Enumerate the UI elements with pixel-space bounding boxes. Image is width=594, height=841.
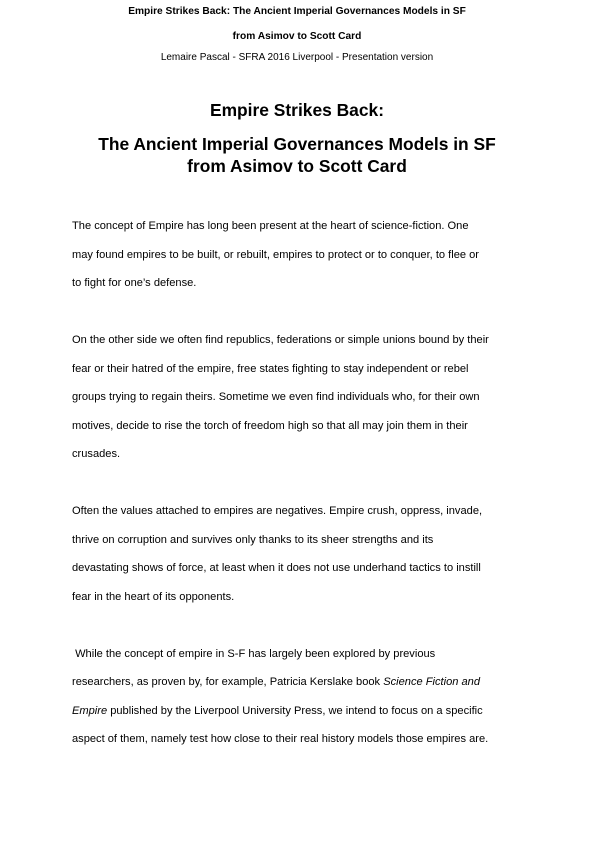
title-line-2: The Ancient Imperial Governances Models in SF — [98, 134, 496, 154]
paragraph-line: devastating shows of force, at least when it does not use underhand tactics to instill — [72, 562, 481, 574]
paragraph-line: crusades. — [72, 448, 121, 460]
paragraph-line: groups trying to regain theirs. Sometime we even find individuals who, for their own — [72, 391, 480, 403]
paragraph-line: aspect of them, namely test how close to their real history models those empires are. — [72, 733, 489, 745]
paragraph-2 — [72, 326, 532, 469]
paragraph-line: Often the values attached to empires are negatives. Empire crush, oppress, invade, — [72, 505, 483, 517]
paragraph-1 — [72, 212, 532, 298]
title-line-3: from Asimov to Scott Card — [187, 156, 407, 176]
paragraph-line: may found empires to be built, or rebuilt, empires to protect or to conquer, to flee or — [72, 248, 479, 261]
paragraph-line: motives, decide to rise the torch of freedom high so that all may join them in their — [72, 419, 468, 432]
paragraph-line: to fight for one’s defense. — [72, 277, 197, 289]
running-header-line-1: Empire Strikes Back: The Ancient Imperial Governances Models in SF — [128, 6, 466, 17]
paragraph-text: published by the Liverpool University Press, we intend to focus on a specific — [107, 704, 483, 717]
book-title-italic: Science Fiction and — [383, 676, 481, 688]
paragraph-text: researchers, as proven by, for example, Patricia Kerslake book — [72, 676, 384, 688]
body-text — [72, 212, 532, 782]
paragraph-line: fear or their hatred of the empire, free states fighting to stay independent or rebel — [72, 362, 469, 375]
paragraph-line: thrive on corruption and survives only thanks to its sheer strengths and its — [72, 533, 434, 546]
paragraph-line: fear in the heart of its opponents. — [72, 590, 235, 603]
book-title-italic: Empire — [72, 704, 108, 717]
title-line-1: Empire Strikes Back: — [210, 100, 384, 120]
paper-title — [0, 99, 594, 177]
running-header-line-2: from Asimov to Scott Card — [232, 31, 362, 42]
paragraph-4 — [72, 640, 532, 754]
paragraph-line — [72, 697, 532, 726]
paragraph-line: The concept of Empire has long been present at the heart of science-fiction. One — [72, 220, 469, 232]
running-header-author-line: Lemaire Pascal - SFRA 2016 Liverpool - Presentation version — [160, 52, 434, 63]
paragraph-3 — [72, 497, 532, 611]
paragraph-line — [72, 668, 532, 697]
paragraph-line: While the concept of empire in S-F has largely been explored by previous — [72, 647, 436, 660]
paragraph-line: On the other side we often find republics, federations or simple unions bound by their — [72, 334, 489, 346]
